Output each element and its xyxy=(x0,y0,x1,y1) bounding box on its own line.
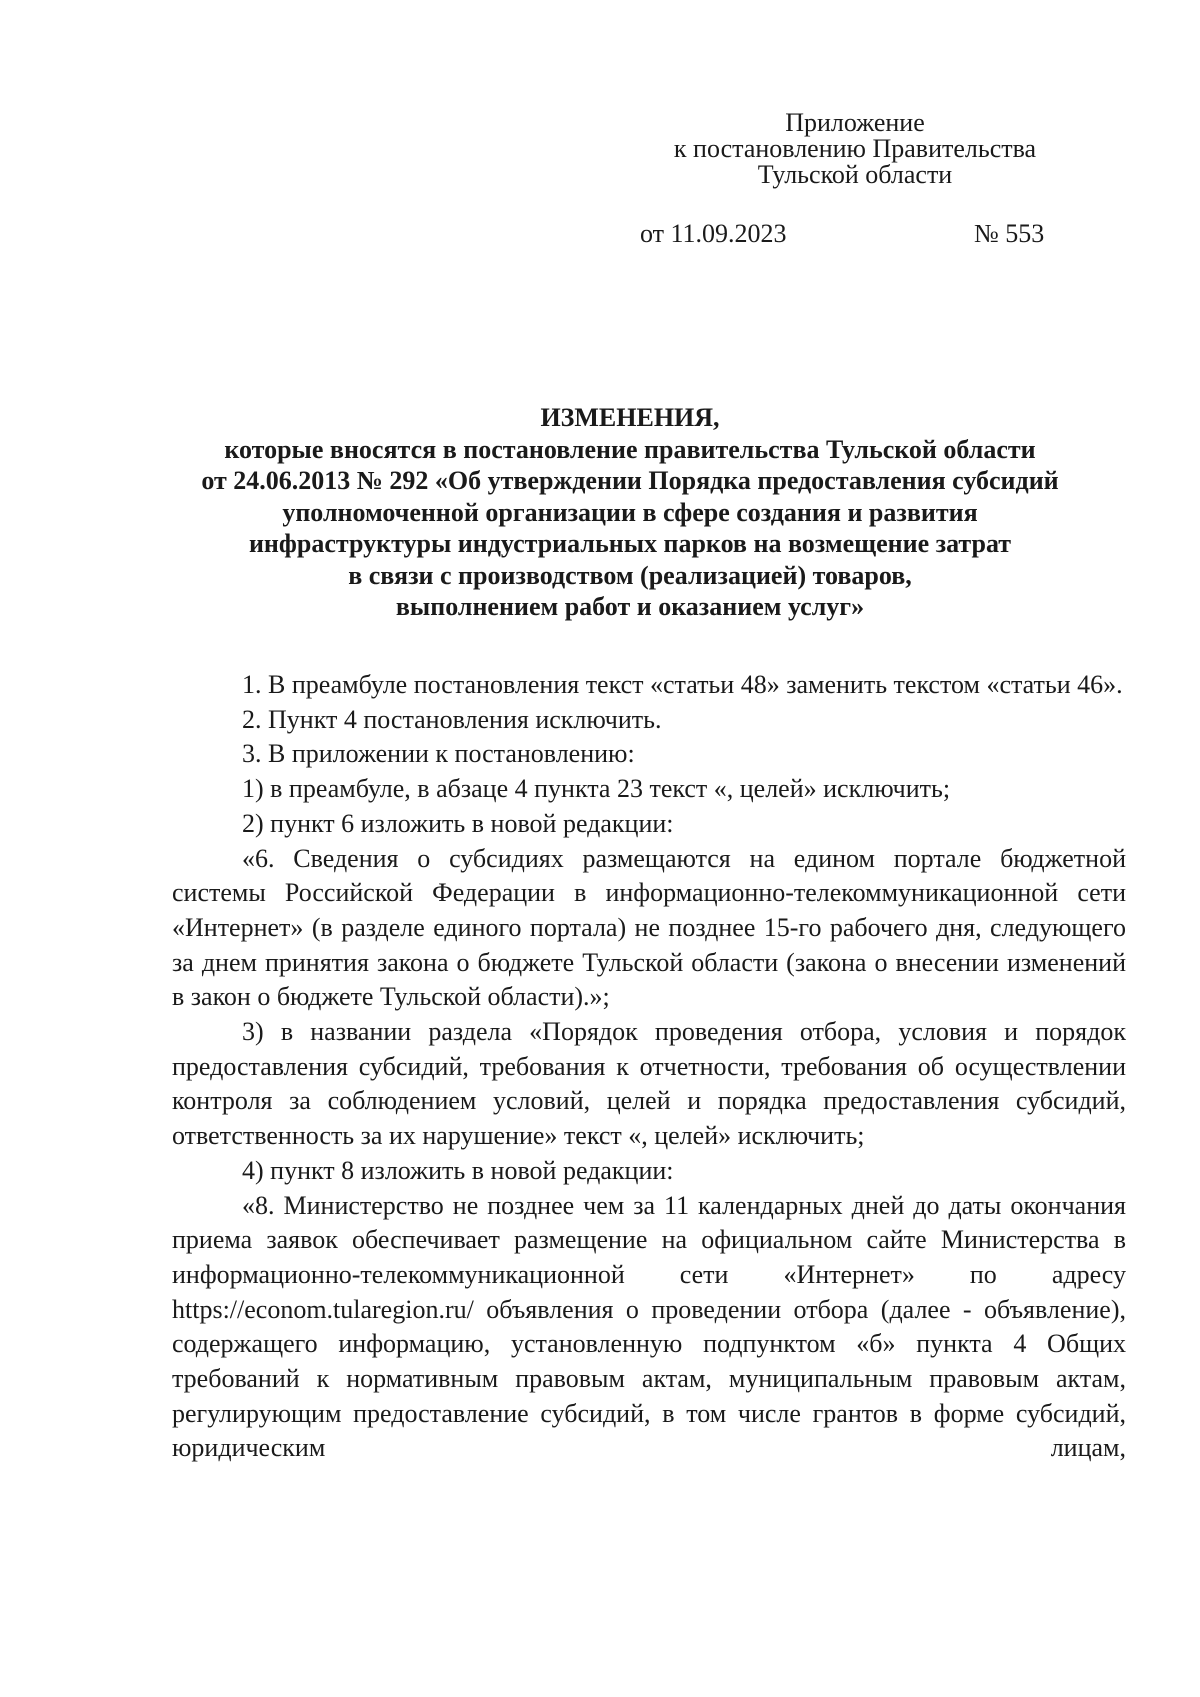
document-body xyxy=(172,668,1126,1466)
appendix-header xyxy=(640,110,1070,188)
decree-number: № 553 xyxy=(974,219,1045,248)
appendix-line-2: к постановлению Правительства xyxy=(673,134,1037,163)
appendix-line-1: Приложение xyxy=(785,108,925,137)
title-line-3: от 24.06.2013 № 292 «Об утверждении Порядка предоставления субсидий xyxy=(201,466,1059,495)
paragraph-8: 4) пункт 8 изложить в новой редакции: xyxy=(242,1155,674,1185)
paragraph-1: 1. В преамбуле постановления текст «статьи 48» заменить текстом «статьи 46». xyxy=(242,670,1123,699)
document-title xyxy=(130,402,1130,623)
decree-date: от 11.09.2023 xyxy=(640,219,787,248)
paragraph-7: 3) в названии раздела «Порядок проведения отбора, условия и порядок предоставления субсидий, требования к отчетности, требования об осуществлении контроля за соблюдением условий, целей и порядка предоставления субсидий, ответственность за их нарушение» текст «, целей» исключить; xyxy=(172,1017,1126,1151)
title-line-5: инфраструктуры индустриальных парков на возмещение затрат xyxy=(248,529,1012,558)
title-line-1: ИЗМЕНЕНИЯ, xyxy=(540,403,720,432)
paragraph-9: «8. Министерство не позднее чем за 11 календарных дней до даты окончания приема заявок обеспечивает размещение на официальном сайте Министерства в информационно-телекоммуникационной сети «Интернет» по адресу https://econom.tularegion.ru/ объявления о проведении отбора (далее - объявление), содержащего информацию, установленную подпунктом «б» пункта 4 Общих требований к нормативным правовым актам, муниципальным правовым актам, регулирующим предоставление субсидий, в том числе грантов в форме субсидий, юридическим лицам, xyxy=(172,1190,1126,1463)
title-line-6: в связи с производством (реализацией) товаров, xyxy=(348,560,912,590)
paragraph-5: 2) пункт 6 изложить в новой редакции: xyxy=(242,808,674,838)
paragraph-3: 3. В приложении к постановлению: xyxy=(242,739,635,769)
paragraph-6: «6. Сведения о субсидиях размещаются на едином портале бюджетной системы Российской Федерации в информационно-телекоммуникационной сети «Интернет» (в разделе единого портала) не позднее 15-го рабочего дня, следующего за днем принятия закона о бюджете Тульской области (закона о внесении изменений в закон о бюджете Тульской области).»; xyxy=(172,843,1126,1012)
title-line-4: уполномоченной организации в сфере создания и развития xyxy=(282,497,978,527)
paragraph-4: 1) в преамбуле, в абзаце 4 пункта 23 текст «, целей» исключить; xyxy=(242,774,951,804)
appendix-line-3: Тульской области xyxy=(757,160,953,189)
paragraph-2: 2. Пункт 4 постановления исключить. xyxy=(242,704,662,734)
title-line-2: которые вносятся в постановление правительства Тульской области xyxy=(224,434,1036,464)
title-line-7: выполнением работ и оказанием услуг» xyxy=(395,592,865,621)
